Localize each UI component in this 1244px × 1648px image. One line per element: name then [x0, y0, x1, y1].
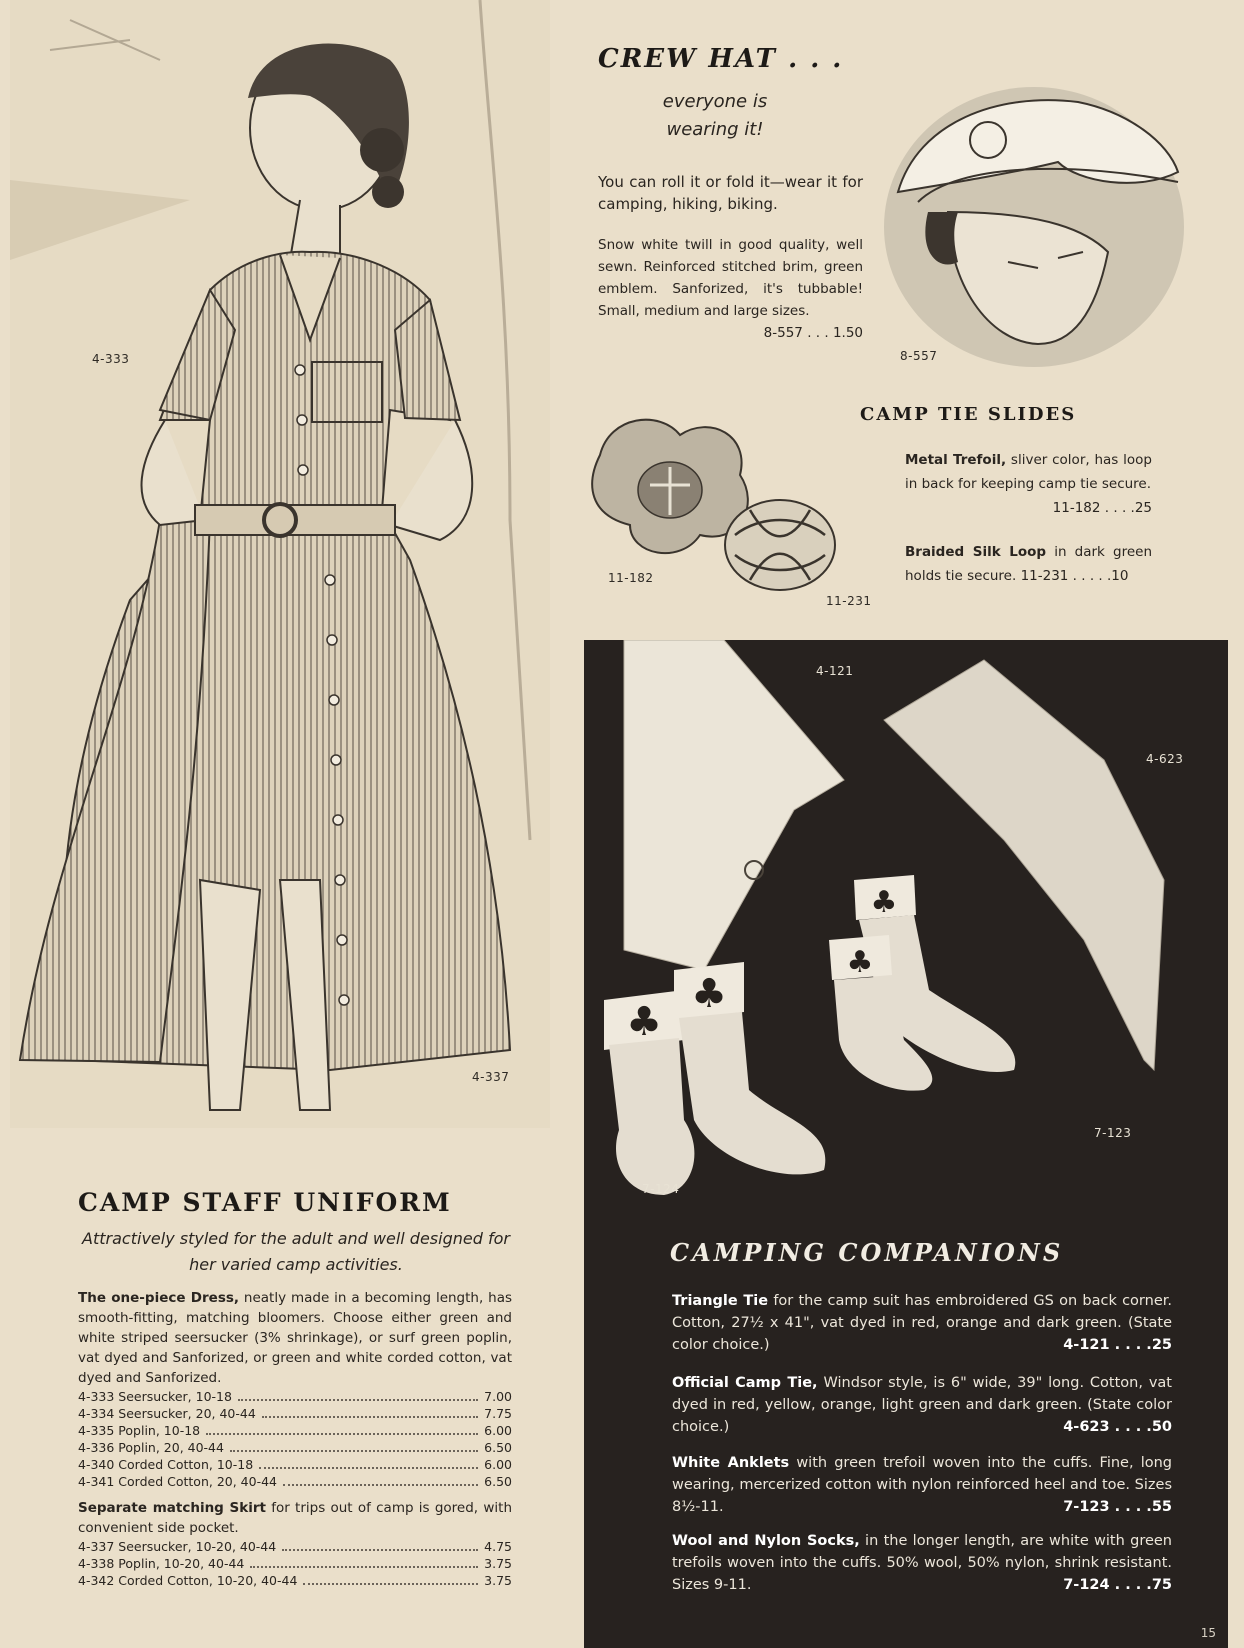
- price-row-amount: 3.75: [484, 1573, 512, 1588]
- crew-hat-description: [598, 234, 863, 344]
- camp-staff-uniform-description: [78, 1288, 512, 1589]
- price-row-description: 4-342 Corded Cotton, 10-20, 40-44: [78, 1573, 298, 1588]
- companion-item-text: Windsor style, is 6" wide, 39" long. Cotton, vat dyed in red, yellow, orange, light green and dark green. (State color choice.): [672, 1375, 1172, 1435]
- figure-label-slide-b: 11-231: [826, 594, 872, 608]
- price-row-leader: [282, 1549, 478, 1551]
- skirt-paragraph: [78, 1498, 512, 1538]
- price-row: [78, 1422, 512, 1439]
- price-row-leader: [206, 1433, 478, 1435]
- price-row-description: 4-337 Seersucker, 10-20, 40-44: [78, 1539, 277, 1554]
- companion-item-name: Triangle Tie: [672, 1293, 769, 1309]
- figure-label-camp-tie: 4-623: [1146, 752, 1184, 766]
- crew-hat-illustration: [878, 82, 1190, 372]
- price-row: [78, 1473, 512, 1490]
- price-row-amount: 7.00: [484, 1389, 512, 1404]
- companion-item-camp-tie: [672, 1372, 1172, 1438]
- companion-item-price: 7-124 . . . .75: [1063, 1577, 1172, 1593]
- dress-text: neatly made in a becoming length, has smooth-fitting, matching bloomers. Choose either green and white striped seersucker (3% shrinkage), or surf green poplin, vat dyed and Sanforized, or green and white corded cotton, vat dyed and Sanforized.: [78, 1290, 513, 1386]
- camp-staff-uniform-title: CAMP STAFF UNIFORM: [78, 1188, 452, 1217]
- tie-slide-2-name: Braided Silk Loop: [905, 544, 1047, 560]
- price-row-leader: [250, 1566, 478, 1568]
- companion-item-text: with green trefoil woven into the cuffs. Fine, long wearing, mercerized cotton with nylon reinforced heel and toe. Sizes 8½-11.: [672, 1455, 1172, 1515]
- price-row: [78, 1388, 512, 1405]
- svg-text:♣: ♣: [626, 999, 662, 1045]
- figure-label-skirt: 4-337: [472, 1070, 510, 1084]
- svg-text:♣: ♣: [691, 971, 727, 1017]
- price-row-description: 4-341 Corded Cotton, 20, 40-44: [78, 1474, 277, 1489]
- companion-item-price: 4-623 . . . .50: [1063, 1419, 1172, 1435]
- tie-slide-metal-trefoil: [905, 448, 1152, 520]
- companion-item-text: for the camp suit has embroidered GS on back corner. Cotton, 27½ x 41", vat dyed in red, orange and dark green. (State color choice.): [672, 1293, 1172, 1353]
- tie-slide-1-price: 11-182 . . . .25: [1052, 500, 1152, 516]
- crew-hat-lead: You can roll it or fold it—wear it for camping, hiking, biking.: [598, 173, 863, 213]
- camping-companions-title: CAMPING COMPANIONS: [670, 1238, 1064, 1267]
- figure-label-triangle-tie: 4-121: [816, 664, 854, 678]
- price-row-amount: 6.50: [484, 1440, 512, 1455]
- tie-slide-1-text: sliver color, has loop in back for keeping camp tie secure.: [905, 452, 1152, 492]
- price-row-amount: 6.00: [484, 1457, 512, 1472]
- price-row: [78, 1555, 512, 1572]
- tie-slide-braided-loop: [905, 540, 1152, 588]
- price-row-description: 4-338 Poplin, 10-20, 40-44: [78, 1556, 245, 1571]
- companion-item-text: in the longer length, are white with green trefoils woven into the cuffs. 50% wool, 50% nylon, shrink resistant. Sizes 9-11.: [672, 1533, 1172, 1593]
- companion-item-name: White Anklets: [672, 1455, 790, 1471]
- crew-hat-subtitle-line-2: wearing it!: [666, 119, 764, 140]
- price-row-amount: 7.75: [484, 1406, 512, 1421]
- tie-slide-2-price: 11-231 . . . . .10: [1020, 568, 1129, 584]
- skirt-text: for trips out of camp is gored, with convenient side pocket.: [78, 1500, 512, 1536]
- dress-price-list: [78, 1388, 512, 1490]
- figure-label-dress: 4-333: [92, 352, 130, 366]
- companion-item-price: 4-121 . . . .25: [1063, 1337, 1172, 1353]
- price-row-description: 4-335 Poplin, 10-18: [78, 1423, 201, 1438]
- companion-item-name: Wool and Nylon Socks,: [672, 1533, 860, 1549]
- camp-staff-uniform-subtitle: Attractively styled for the adult and well designed for her varied camp activities.: [82, 1229, 510, 1274]
- dress-paragraph: [78, 1288, 512, 1388]
- page-number: 15: [1200, 1626, 1216, 1640]
- dress-name: The one-piece Dress,: [78, 1290, 240, 1306]
- figure-label-socks: 7-124: [642, 1182, 680, 1196]
- price-row-leader: [262, 1416, 478, 1418]
- companion-item-price: 7-123 . . . .55: [1063, 1499, 1172, 1515]
- crew-hat-body-text: Snow white twill in good quality, well sewn. Reinforced stitched brim, green emblem. Sanforized, it's tubbable! Small, medium and large sizes.: [598, 237, 863, 319]
- price-row-amount: 3.75: [484, 1556, 512, 1571]
- price-row: [78, 1538, 512, 1555]
- crew-hat-price: 8-557 . . . 1.50: [763, 325, 863, 341]
- tie-slides-title: CAMP TIE SLIDES: [860, 404, 1077, 425]
- tie-slide-2-text: in dark green holds tie secure.: [905, 544, 1152, 584]
- price-row: [78, 1405, 512, 1422]
- price-row-description: 4-336 Poplin, 20, 40-44: [78, 1440, 224, 1455]
- price-row-description: 4-340 Corded Cotton, 10-18: [78, 1457, 254, 1472]
- skirt-price-list: [78, 1538, 512, 1589]
- companion-item-name: Official Camp Tie,: [672, 1375, 818, 1391]
- camping-companions-panel: [584, 640, 1228, 1648]
- companion-item-white-anklets: [672, 1452, 1172, 1518]
- uniform-illustration: [10, 0, 550, 1128]
- price-row-description: 4-333 Seersucker, 10-18: [78, 1389, 232, 1404]
- companion-item-triangle-tie: [672, 1290, 1172, 1356]
- companion-item-wool-socks: [672, 1530, 1172, 1596]
- crew-hat-subtitle: [640, 88, 790, 144]
- price-row-amount: 4.75: [484, 1539, 512, 1554]
- crew-hat-subtitle-line-1: everyone is: [662, 91, 768, 112]
- price-row-leader: [238, 1399, 478, 1401]
- companions-illustration: [584, 640, 1228, 1220]
- svg-text:♣: ♣: [846, 945, 874, 980]
- price-row-leader: [283, 1484, 478, 1486]
- crew-hat-title: CREW HAT . . .: [598, 44, 844, 74]
- price-row-leader: [259, 1467, 478, 1469]
- price-row: [78, 1456, 512, 1473]
- figure-label-hat: 8-557: [900, 349, 938, 363]
- figure-label-anklets: 7-123: [1094, 1126, 1132, 1140]
- price-row-leader: [303, 1583, 478, 1585]
- tie-slide-1-name: Metal Trefoil,: [905, 452, 1007, 468]
- figure-label-slide-a: 11-182: [608, 571, 654, 585]
- price-row-amount: 6.00: [484, 1423, 512, 1438]
- price-row-amount: 6.50: [484, 1474, 512, 1489]
- svg-text:♣: ♣: [870, 885, 898, 920]
- price-row-description: 4-334 Seersucker, 20, 40-44: [78, 1406, 256, 1421]
- price-row-leader: [230, 1450, 478, 1452]
- price-row: [78, 1572, 512, 1589]
- skirt-name: Separate matching Skirt: [78, 1500, 266, 1516]
- price-row: [78, 1439, 512, 1456]
